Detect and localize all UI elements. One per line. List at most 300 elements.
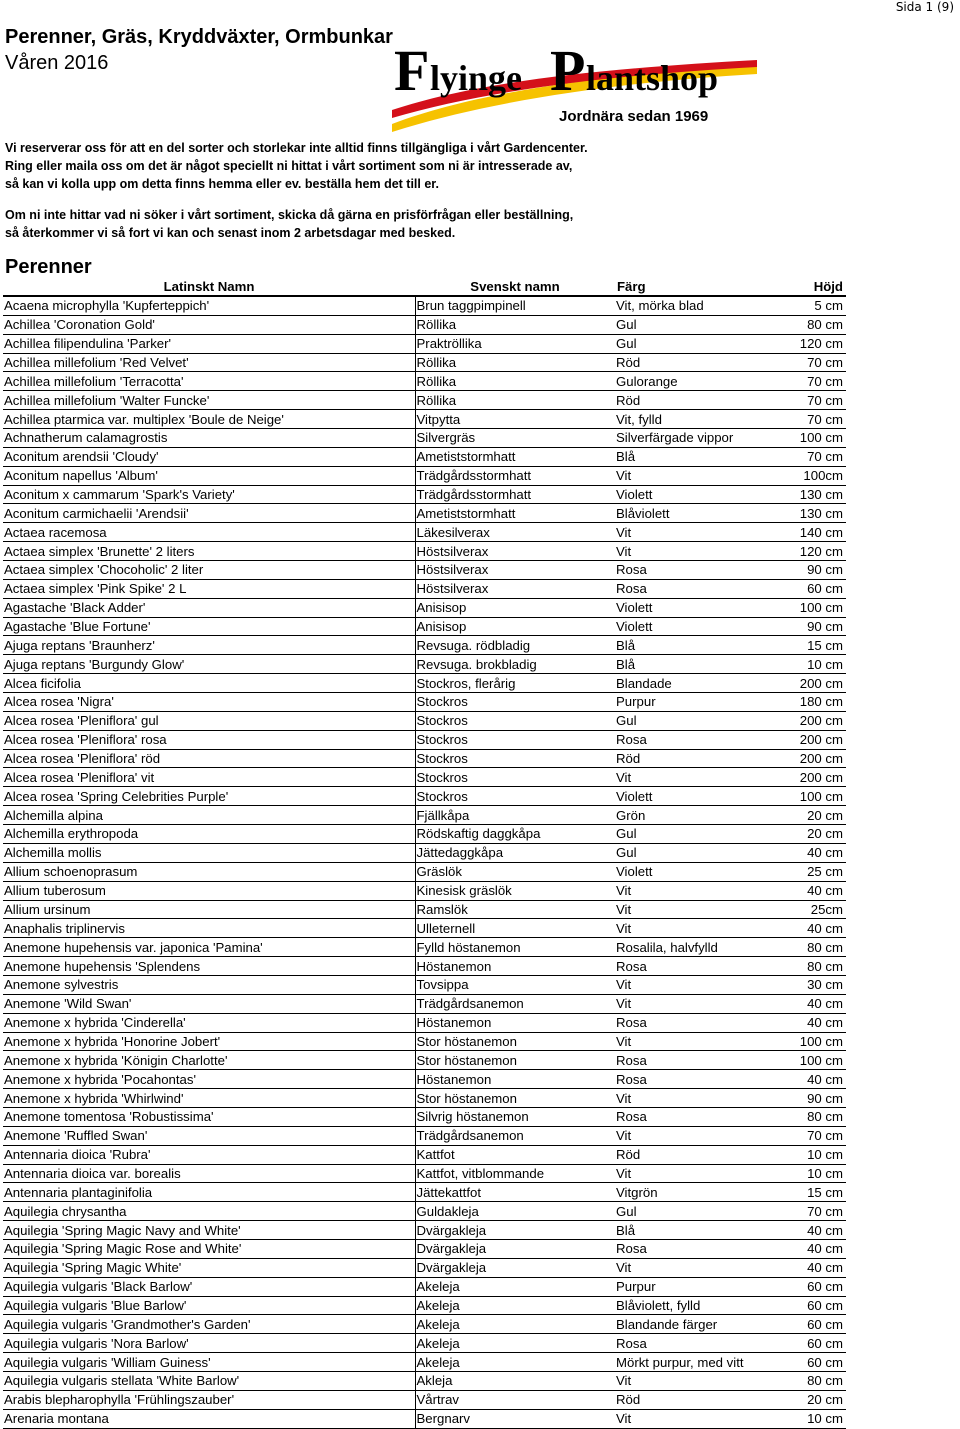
height-cell: 120 cm [783,542,846,561]
swedish-name-cell: Revsuga. brokbladig [415,655,615,674]
height-cell: 70 cm [783,1202,846,1221]
swedish-name-cell: Gräslök [415,862,615,881]
logo-letter-f: F [394,38,430,103]
height-cell: 5 cm [783,296,846,315]
swedish-name-cell: Fylld höstanemon [415,938,615,957]
color-cell: Rosa [615,1070,783,1089]
availability-notice [5,139,588,193]
table-row [3,1032,846,1051]
color-cell: Rosa [615,561,783,580]
latin-name-cell: Aconitum arendsii 'Cloudy' [3,447,415,466]
table-row [3,372,846,391]
color-cell: Blåviolett [615,504,783,523]
color-cell: Röd [615,353,783,372]
latin-name-cell: Actaea simplex 'Brunette' 2 liters [3,542,415,561]
latin-name-cell: Antennaria dioica var. borealis [3,1164,415,1183]
latin-name-cell: Aconitum napellus 'Album' [3,466,415,485]
table-row [3,353,846,372]
color-cell: Vit [615,919,783,938]
color-cell: Mörkt purpur, med vitt [615,1353,783,1372]
latin-name-cell: Aquilegia vulgaris 'Nora Barlow' [3,1334,415,1353]
latin-name-cell: Anemone x hybrida 'Honorine Jobert' [3,1032,415,1051]
height-cell: 80 cm [783,957,846,976]
swedish-name-cell: Akeleja [415,1296,615,1315]
color-cell: Vit [615,881,783,900]
height-cell: 10 cm [783,1145,846,1164]
latin-name-cell: Alchemilla erythropoda [3,825,415,844]
color-cell: Rosa [615,1051,783,1070]
height-cell: 25 cm [783,862,846,881]
logo-word-lantshop: lantshop [586,58,719,98]
color-cell: Vit [615,975,783,994]
color-cell: Silverfärgade vippor [615,429,783,448]
table-row [3,843,846,862]
swedish-name-cell: Anisisop [415,617,615,636]
latin-name-cell: Achillea ptarmica var. multiplex 'Boule de Neige' [3,410,415,429]
height-cell: 100 cm [783,1032,846,1051]
table-row [3,1164,846,1183]
column-header-swedish: Svenskt namn [415,278,615,296]
latin-name-cell: Allium tuberosum [3,881,415,900]
height-cell: 20 cm [783,1390,846,1409]
swedish-name-cell: Stockros, flerårig [415,674,615,693]
latin-name-cell: Agastache 'Black Adder' [3,598,415,617]
table-row [3,410,846,429]
latin-name-cell: Anemone sylvestris [3,975,415,994]
color-cell: Rosa [615,1334,783,1353]
table-row [3,806,846,825]
table-row [3,655,846,674]
swedish-name-cell: Kattfot [415,1145,615,1164]
color-cell: Blå [615,636,783,655]
notice-line: Om ni inte hittar vad ni söker i vårt sortiment, skicka då gärna en prisförfrågan eller beställning, [5,208,574,222]
latin-name-cell: Anemone hupehensis var. japonica 'Pamina' [3,938,415,957]
table-row [3,579,846,598]
height-cell: 200 cm [783,674,846,693]
logo-word-lyinge: lyinge [430,58,523,98]
swedish-name-cell: Rödskaftig daggkåpa [415,825,615,844]
latin-name-cell: Aquilegia vulgaris 'Blue Barlow' [3,1296,415,1315]
swedish-name-cell: Dvärgakleja [415,1239,615,1258]
table-row [3,768,846,787]
height-cell: 70 cm [783,372,846,391]
swedish-name-cell: Anisisop [415,598,615,617]
table-row [3,881,846,900]
latin-name-cell: Anemone 'Ruffled Swan' [3,1126,415,1145]
swedish-name-cell: Dvärgakleja [415,1221,615,1240]
height-cell: 80 cm [783,938,846,957]
swedish-name-cell: Kattfot, vitblommande [415,1164,615,1183]
color-cell: Gul [615,334,783,353]
table-row [3,1296,846,1315]
latin-name-cell: Ajuga reptans 'Braunherz' [3,636,415,655]
table-row [3,994,846,1013]
table-row [3,1334,846,1353]
height-cell: 70 cm [783,410,846,429]
height-cell: 100cm [783,466,846,485]
latin-name-cell: Allium schoenoprasum [3,862,415,881]
table-row [3,636,846,655]
latin-name-cell: Agastache 'Blue Fortune' [3,617,415,636]
table-row [3,975,846,994]
swedish-name-cell: Trädgårdsstormhatt [415,466,615,485]
height-cell: 70 cm [783,1126,846,1145]
color-cell: Rosalila, halvfylld [615,938,783,957]
latin-name-cell: Aconitum carmichaelii 'Arendsii' [3,504,415,523]
swedish-name-cell: Silvrig höstanemon [415,1107,615,1126]
document-title: Perenner, Gräs, Kryddväxter, Ormbunkar [5,26,393,48]
color-cell: Vit [615,994,783,1013]
swedish-name-cell: Läkesilverax [415,523,615,542]
height-cell: 90 cm [783,1089,846,1108]
latin-name-cell: Aquilegia chrysantha [3,1202,415,1221]
color-cell: Vit [615,1032,783,1051]
table-row [3,561,846,580]
latin-name-cell: Alcea rosea 'Pleniflora' vit [3,768,415,787]
height-cell: 15 cm [783,636,846,655]
table-row [3,429,846,448]
swedish-name-cell: Röllika [415,315,615,334]
inquiry-notice [5,206,573,242]
table-row [3,1013,846,1032]
height-cell: 40 cm [783,1258,846,1277]
height-cell: 200 cm [783,749,846,768]
swedish-name-cell: Röllika [415,353,615,372]
swedish-name-cell: Trädgårdsstormhatt [415,485,615,504]
table-row [3,523,846,542]
swedish-name-cell: Höstanemon [415,1070,615,1089]
swedish-name-cell: Stockros [415,768,615,787]
latin-name-cell: Achillea millefolium 'Walter Funcke' [3,391,415,410]
swedish-name-cell: Revsuga. rödbladig [415,636,615,655]
page-number: Sida 1 (9) [895,0,954,14]
table-row [3,485,846,504]
swedish-name-cell: Stockros [415,787,615,806]
table-row [3,862,846,881]
height-cell: 70 cm [783,447,846,466]
table-row [3,674,846,693]
table-row [3,711,846,730]
table-row [3,787,846,806]
color-cell: Gulorange [615,372,783,391]
color-cell: Gul [615,1202,783,1221]
swedish-name-cell: Silvergräs [415,429,615,448]
latin-name-cell: Actaea simplex 'Pink Spike' 2 L [3,579,415,598]
color-cell: Rosa [615,730,783,749]
height-cell: 30 cm [783,975,846,994]
color-cell: Vit [615,1371,783,1390]
latin-name-cell: Ajuga reptans 'Burgundy Glow' [3,655,415,674]
table-row [3,334,846,353]
latin-name-cell: Achillea 'Coronation Gold' [3,315,415,334]
table-row [3,296,846,315]
notice-line: så återkommer vi så fort vi kan och senast inom 2 arbetsdagar med besked. [5,226,456,240]
latin-name-cell: Aquilegia 'Spring Magic Navy and White' [3,1221,415,1240]
notice-line: så kan vi kolla upp om detta finns hemma eller ev. beställa hem det till er. [5,177,439,191]
height-cell: 40 cm [783,994,846,1013]
height-cell: 10 cm [783,1409,846,1428]
latin-name-cell: Acaena microphylla 'Kupferteppich' [3,296,415,315]
latin-name-cell: Anemone x hybrida 'Whirlwind' [3,1089,415,1108]
latin-name-cell: Anemone 'Wild Swan' [3,994,415,1013]
table-row [3,1051,846,1070]
table-row [3,1390,846,1409]
height-cell: 60 cm [783,1315,846,1334]
height-cell: 70 cm [783,353,846,372]
height-cell: 120 cm [783,334,846,353]
swedish-name-cell: Stor höstanemon [415,1051,615,1070]
height-cell: 130 cm [783,504,846,523]
color-cell: Blandade [615,674,783,693]
latin-name-cell: Achillea filipendulina 'Parker' [3,334,415,353]
height-cell: 10 cm [783,1164,846,1183]
logo-tagline: Jordnära sedan 1969 [559,108,709,125]
height-cell: 60 cm [783,1277,846,1296]
swedish-name-cell: Guldakleja [415,1202,615,1221]
section-title: Perenner [5,256,92,278]
notice-line: Vi reserverar oss för att en del sorter och storlekar inte alltid finns tillgängliga i vårt Gardencenter. [5,141,588,155]
table-row [3,315,846,334]
table-row [3,1221,846,1240]
latin-name-cell: Anemone x hybrida 'Cinderella' [3,1013,415,1032]
table-row [3,466,846,485]
latin-name-cell: Aquilegia vulgaris 'Black Barlow' [3,1277,415,1296]
table-row [3,900,846,919]
latin-name-cell: Alchemilla mollis [3,843,415,862]
table-row [3,1089,846,1108]
latin-name-cell: Alcea rosea 'Pleniflora' rosa [3,730,415,749]
color-cell: Röd [615,391,783,410]
height-cell: 100 cm [783,429,846,448]
height-cell: 60 cm [783,1353,846,1372]
swedish-name-cell: Akleja [415,1371,615,1390]
swedish-name-cell: Jättedaggkåpa [415,843,615,862]
latin-name-cell: Arabis blepharophylla 'Frühlingszauber' [3,1390,415,1409]
height-cell: 140 cm [783,523,846,542]
color-cell: Vit, mörka blad [615,296,783,315]
color-cell: Blå [615,655,783,674]
swedish-name-cell: Ametiststormhatt [415,504,615,523]
color-cell: Vit, fylld [615,410,783,429]
latin-name-cell: Achnatherum calamagrostis [3,429,415,448]
table-row [3,598,846,617]
height-cell: 200 cm [783,730,846,749]
latin-name-cell: Aquilegia 'Spring Magic White' [3,1258,415,1277]
height-cell: 80 cm [783,1371,846,1390]
table-row [3,1258,846,1277]
color-cell: Vit [615,1089,783,1108]
table-row [3,1183,846,1202]
height-cell: 60 cm [783,1334,846,1353]
swedish-name-cell: Stockros [415,730,615,749]
table-row [3,919,846,938]
latin-name-cell: Alcea rosea 'Pleniflora' röd [3,749,415,768]
latin-name-cell: Allium ursinum [3,900,415,919]
swedish-name-cell: Stockros [415,749,615,768]
color-cell: Vit [615,466,783,485]
swedish-name-cell: Vitpytta [415,410,615,429]
swedish-name-cell: Tovsippa [415,975,615,994]
latin-name-cell: Anemone x hybrida 'Königin Charlotte' [3,1051,415,1070]
color-cell: Röd [615,1145,783,1164]
height-cell: 200 cm [783,711,846,730]
table-row [3,1315,846,1334]
swedish-name-cell: Ramslök [415,900,615,919]
table-row [3,1277,846,1296]
flyinge-plantshop-logo [392,38,757,138]
logo-letter-p: P [550,38,586,103]
latin-name-cell: Actaea racemosa [3,523,415,542]
height-cell: 40 cm [783,1070,846,1089]
latin-name-cell: Anaphalis triplinervis [3,919,415,938]
color-cell: Violett [615,617,783,636]
latin-name-cell: Alcea ficifolia [3,674,415,693]
height-cell: 10 cm [783,655,846,674]
swedish-name-cell: Höstsilverax [415,579,615,598]
height-cell: 40 cm [783,1239,846,1258]
height-cell: 40 cm [783,1013,846,1032]
table-row [3,1371,846,1390]
color-cell: Violett [615,485,783,504]
swedish-name-cell: Röllika [415,391,615,410]
table-row [3,693,846,712]
latin-name-cell: Arenaria montana [3,1409,415,1428]
table-header-row [3,278,846,296]
color-cell: Gul [615,315,783,334]
color-cell: Purpur [615,1277,783,1296]
height-cell: 100 cm [783,787,846,806]
notice-line: Ring eller maila oss om det är något speciellt ni hittat i vårt sortiment som ni är intresserade av, [5,159,573,173]
color-cell: Vit [615,1258,783,1277]
swedish-name-cell: Ametiststormhatt [415,447,615,466]
table-row [3,1126,846,1145]
swedish-name-cell: Röllika [415,372,615,391]
color-cell: Blå [615,447,783,466]
height-cell: 180 cm [783,693,846,712]
table-row [3,1107,846,1126]
latin-name-cell: Antennaria plantaginifolia [3,1183,415,1202]
color-cell: Gul [615,711,783,730]
table-row [3,730,846,749]
swedish-name-cell: Ulleternell [415,919,615,938]
height-cell: 15 cm [783,1183,846,1202]
color-cell: Gul [615,825,783,844]
column-header-height: Höjd [783,278,846,296]
swedish-name-cell: Akeleja [415,1315,615,1334]
color-cell: Vit [615,1164,783,1183]
column-header-latin: Latinskt Namn [3,278,415,296]
latin-name-cell: Aconitum x cammarum 'Spark's Variety' [3,485,415,504]
table-row [3,1145,846,1164]
color-cell: Röd [615,749,783,768]
swedish-name-cell: Stor höstanemon [415,1032,615,1051]
swedish-name-cell: Praktröllika [415,334,615,353]
height-cell: 40 cm [783,919,846,938]
height-cell: 20 cm [783,806,846,825]
color-cell: Grön [615,806,783,825]
height-cell: 90 cm [783,561,846,580]
swedish-name-cell: Stor höstanemon [415,1089,615,1108]
color-cell: Blåviolett, fylld [615,1296,783,1315]
color-cell: Blandande färger [615,1315,783,1334]
swedish-name-cell: Höstsilverax [415,542,615,561]
swedish-name-cell: Jättekattfot [415,1183,615,1202]
latin-name-cell: Aquilegia vulgaris 'William Guiness' [3,1353,415,1372]
height-cell: 20 cm [783,825,846,844]
swedish-name-cell: Stockros [415,711,615,730]
color-cell: Violett [615,787,783,806]
height-cell: 25cm [783,900,846,919]
table-row [3,447,846,466]
swedish-name-cell: Akeleja [415,1353,615,1372]
color-cell: Vit [615,542,783,561]
season-label: Våren 2016 [5,52,109,74]
height-cell: 100 cm [783,1051,846,1070]
latin-name-cell: Alcea rosea 'Spring Celebrities Purple' [3,787,415,806]
table-row [3,1239,846,1258]
latin-name-cell: Antennaria dioica 'Rubra' [3,1145,415,1164]
latin-name-cell: Anemone x hybrida 'Pocahontas' [3,1070,415,1089]
table-row [3,1070,846,1089]
plant-table [3,278,846,1429]
height-cell: 80 cm [783,315,846,334]
latin-name-cell: Alcea rosea 'Nigra' [3,693,415,712]
table-row [3,749,846,768]
latin-name-cell: Anemone hupehensis 'Splendens [3,957,415,976]
color-cell: Gul [615,843,783,862]
color-cell: Vit [615,1409,783,1428]
latin-name-cell: Achillea millefolium 'Red Velvet' [3,353,415,372]
swedish-name-cell: Höstsilverax [415,561,615,580]
swedish-name-cell: Trädgårdsanemon [415,1126,615,1145]
swedish-name-cell: Fjällkåpa [415,806,615,825]
logo-graphic [392,38,757,133]
swedish-name-cell: Höstanemon [415,1013,615,1032]
color-cell: Vitgrön [615,1183,783,1202]
height-cell: 70 cm [783,391,846,410]
table-row [3,957,846,976]
height-cell: 80 cm [783,1107,846,1126]
swedish-name-cell: Akeleja [415,1277,615,1296]
color-cell: Vit [615,523,783,542]
swedish-name-cell: Stockros [415,693,615,712]
height-cell: 200 cm [783,768,846,787]
color-cell: Vit [615,768,783,787]
latin-name-cell: Alchemilla alpina [3,806,415,825]
color-cell: Rosa [615,1013,783,1032]
latin-name-cell: Alcea rosea 'Pleniflora' gul [3,711,415,730]
height-cell: 60 cm [783,1296,846,1315]
height-cell: 40 cm [783,843,846,862]
swedish-name-cell: Höstanemon [415,957,615,976]
height-cell: 40 cm [783,1221,846,1240]
table-row [3,1353,846,1372]
swedish-name-cell: Akeleja [415,1334,615,1353]
height-cell: 130 cm [783,485,846,504]
swedish-name-cell: Kinesisk gräslök [415,881,615,900]
color-cell: Rosa [615,579,783,598]
table-row [3,542,846,561]
latin-name-cell: Aquilegia 'Spring Magic Rose and White' [3,1239,415,1258]
swedish-name-cell: Trädgårdsanemon [415,994,615,1013]
latin-name-cell: Anemone tomentosa 'Robustissima' [3,1107,415,1126]
column-header-color: Färg [615,278,783,296]
color-cell: Rosa [615,957,783,976]
latin-name-cell: Actaea simplex 'Chocoholic' 2 liter [3,561,415,580]
height-cell: 100 cm [783,598,846,617]
color-cell: Purpur [615,693,783,712]
color-cell: Violett [615,862,783,881]
